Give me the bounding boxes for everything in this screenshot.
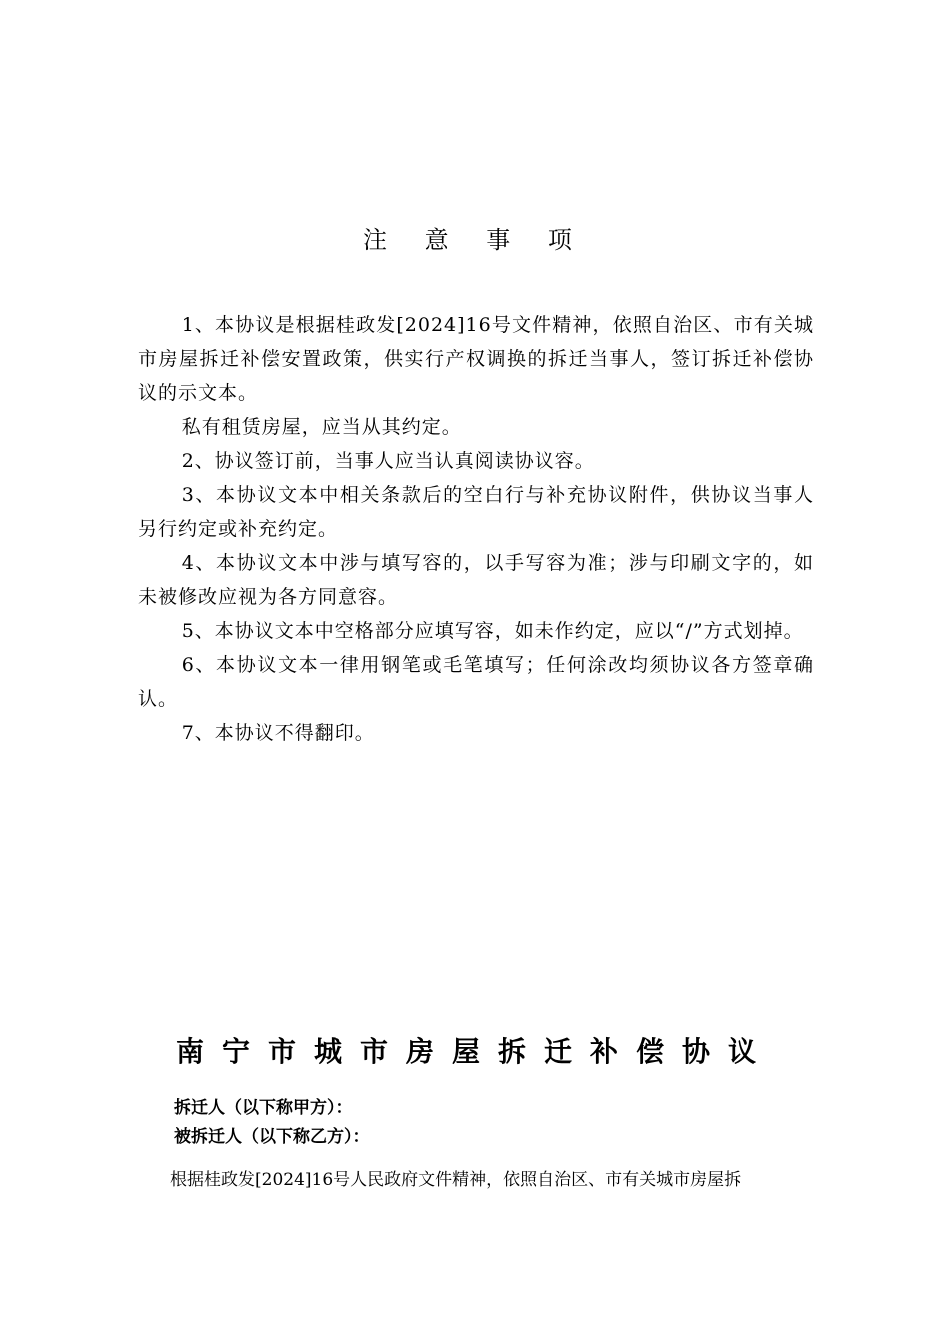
notice-item-1: 1、本协议是根据桂政发[2024]16号文件精神，依照自治区、市有关城市房屋拆迁补偿安置政策，供实行产权调换的拆迁当事人，签订拆迁补偿协议的示文本。 [138,314,814,404]
notice-item-4: 4、本协议文本中涉与填写容的，以手写容为准；涉与印刷文字的，如未被修改应视为各方同意容。 [138,552,814,608]
agreement-title: 南宁市城市房屋拆迁补偿协议 [175,1035,774,1068]
notice-title: 注 意 事 项 [363,226,587,254]
notice-item-7: 7、本协议不得翻印。 [181,722,375,744]
notice-item-rental: 私有租赁房屋，应当从其约定。 [181,416,462,438]
notice-item-5: 5、本协议文本中空格部分应填写容，如未作约定，应以“/”方式划掉。 [181,620,804,642]
notice-item-6: 6、本协议文本一律用钢笔或毛笔填写；任何涂改均须协议各方签章确认。 [138,654,814,710]
notice-item-3: 3、本协议文本中相关条款后的空白行与补充协议附件，供协议当事人另行约定或补充约定。 [138,484,814,540]
party-a-label: 拆迁人（以下称甲方）： [174,1098,353,1118]
agreement-preamble: 根据桂政发[2024]16号人民政府文件精神，依照自治区、市有关城市房屋拆 [170,1170,742,1190]
party-b-label: 被拆迁人（以下称乙方）： [174,1127,370,1147]
notice-body [138,308,814,750]
notice-item-2: 2、协议签订前，当事人应当认真阅读协议容。 [181,450,595,472]
